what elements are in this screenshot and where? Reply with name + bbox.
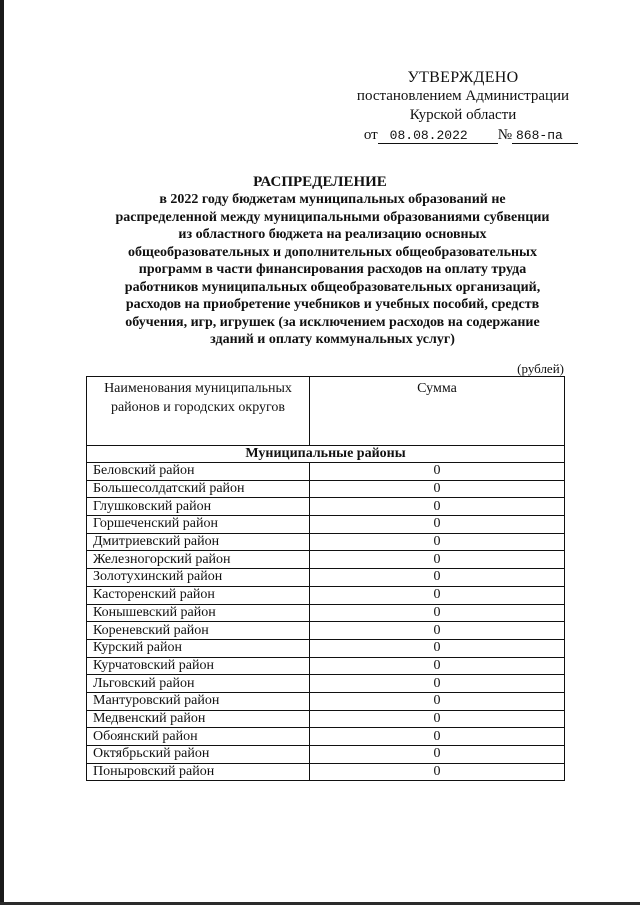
district-amount: 0 xyxy=(310,675,565,693)
subject-line: работников муниципальных общеобразовательных организаций, xyxy=(124,279,541,295)
district-amount: 0 xyxy=(310,586,565,604)
district-amount: 0 xyxy=(310,498,565,516)
district-amount: 0 xyxy=(310,746,565,764)
subject-line: распределенной между муниципальными образованиями субвенции xyxy=(115,209,550,225)
district-name: Большесолдатский район xyxy=(87,480,310,498)
district-name: Поныровский район xyxy=(87,763,310,781)
district-name: Беловский район xyxy=(87,463,310,481)
approval-line-2: Курской области xyxy=(409,107,517,123)
table-row xyxy=(87,463,565,481)
document-subject xyxy=(90,191,575,349)
subject-line: в 2022 году бюджетам муниципальных образований не xyxy=(159,192,506,207)
district-name: Золотухинский район xyxy=(87,569,310,587)
district-amount: 0 xyxy=(310,692,565,710)
district-amount: 0 xyxy=(310,480,565,498)
district-amount: 0 xyxy=(310,516,565,534)
district-name: Глушковский район xyxy=(87,498,310,516)
district-amount: 0 xyxy=(310,639,565,657)
table-row xyxy=(87,551,565,569)
scan-edge-left xyxy=(0,0,4,905)
table-row xyxy=(87,692,565,710)
number-prefix: № xyxy=(497,127,512,143)
table-row xyxy=(87,622,565,640)
table-row xyxy=(87,710,565,728)
district-name: Льговский район xyxy=(87,675,310,693)
table-row xyxy=(87,657,565,675)
table-row xyxy=(87,533,565,551)
table-row xyxy=(87,586,565,604)
table-row xyxy=(87,746,565,764)
document-heading: РАСПРЕДЕЛЕНИЕ xyxy=(253,174,387,190)
distribution-table xyxy=(86,376,565,781)
table-header-row xyxy=(87,377,565,446)
district-name: Конышевский район xyxy=(87,604,310,622)
district-amount: 0 xyxy=(310,622,565,640)
district-amount: 0 xyxy=(310,710,565,728)
approval-date: 08.08.2022 xyxy=(378,128,480,144)
district-amount: 0 xyxy=(310,728,565,746)
district-name: Медвенский район xyxy=(87,710,310,728)
approval-line-1: постановлением Администрации xyxy=(356,88,570,104)
district-name: Кореневский район xyxy=(87,622,310,640)
subject-line: зданий и оплату коммунальных услуг) xyxy=(210,332,455,347)
table-row xyxy=(87,675,565,693)
district-name: Касторенский район xyxy=(87,586,310,604)
approval-stamp xyxy=(348,68,578,145)
date-underline-filler xyxy=(480,128,498,144)
section-row xyxy=(87,446,565,463)
table-row xyxy=(87,516,565,534)
units-label: (рублей) xyxy=(517,361,564,376)
district-amount: 0 xyxy=(310,463,565,481)
subject-line: из областного бюджета на реализацию основных xyxy=(178,227,487,242)
district-amount: 0 xyxy=(310,551,565,569)
district-name: Обоянский район xyxy=(87,728,310,746)
district-amount: 0 xyxy=(310,657,565,675)
table-row xyxy=(87,763,565,781)
district-name: Дмитриевский район xyxy=(87,533,310,551)
date-prefix: от xyxy=(363,127,378,143)
subject-line: программ в части финансирования расходов на оплату труда xyxy=(138,262,527,277)
subject-line: обучения, игр, игрушек (за исключением расходов на содержание xyxy=(125,314,540,330)
header-name-column: Наименования муниципальных районов и городских округов xyxy=(87,377,310,446)
subject-line: расходов на приобретение учебников и учебных пособий, средств xyxy=(125,297,540,312)
table-row xyxy=(87,480,565,498)
table-row xyxy=(87,604,565,622)
district-amount: 0 xyxy=(310,569,565,587)
table-row xyxy=(87,639,565,657)
district-amount: 0 xyxy=(310,533,565,551)
approval-title: УТВЕРЖДЕНО xyxy=(407,69,519,86)
district-name: Горшеченский район xyxy=(87,516,310,534)
district-name: Мантуровский район xyxy=(87,692,310,710)
district-name: Железногорский район xyxy=(87,551,310,569)
table-row xyxy=(87,569,565,587)
district-name: Курчатовский район xyxy=(87,657,310,675)
district-amount: 0 xyxy=(310,604,565,622)
district-name: Октябрьский район xyxy=(87,746,310,764)
table-row xyxy=(87,498,565,516)
approval-date-line xyxy=(348,126,578,145)
district-name: Курский район xyxy=(87,639,310,657)
subject-line: общеобразовательных и дополнительных общеобразовательных xyxy=(128,244,537,260)
section-title: Муниципальные районы xyxy=(87,446,565,463)
approval-number: 868-па xyxy=(512,128,578,144)
header-amount-column: Сумма xyxy=(310,377,565,446)
table-row xyxy=(87,728,565,746)
district-amount: 0 xyxy=(310,763,565,781)
